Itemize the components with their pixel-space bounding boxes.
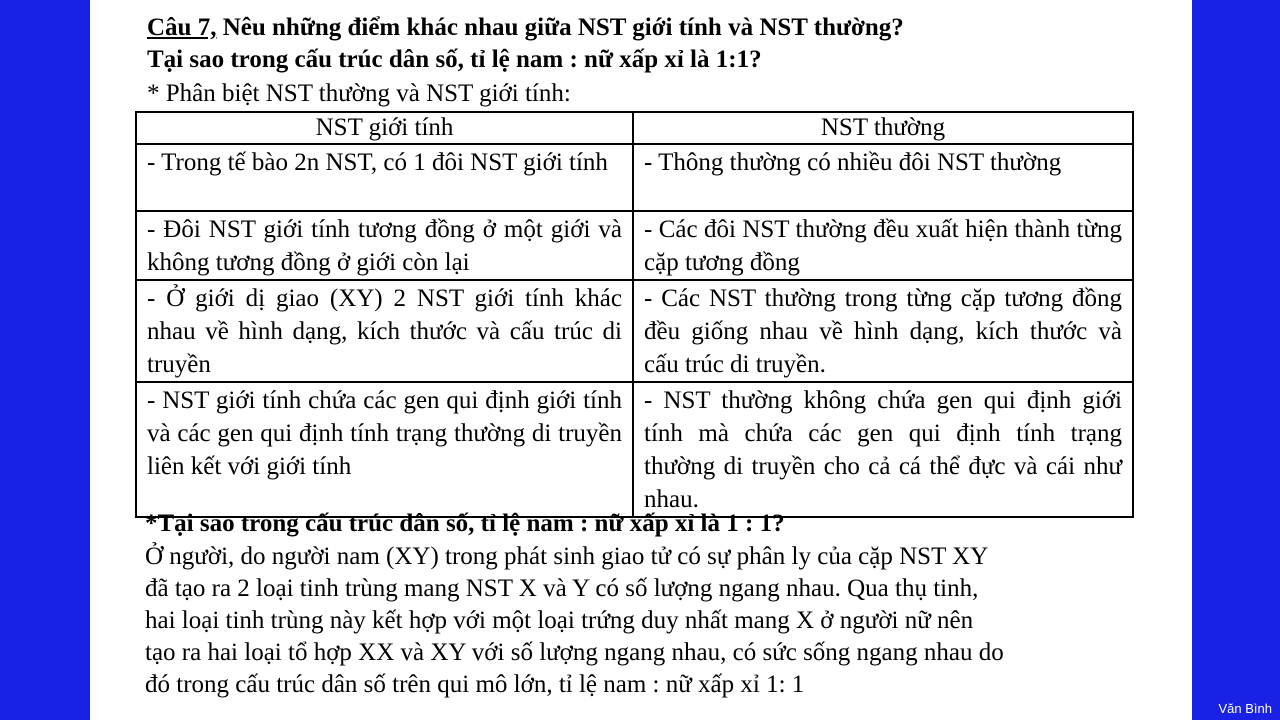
question-title-line-1 — [147, 13, 904, 43]
comparison-table — [135, 111, 1134, 518]
author-watermark: Văn Bình — [1218, 701, 1272, 716]
answer-line: đó trong cấu trúc dân số trên qui mô lớn, tỉ lệ nam : nữ xấp xỉ 1: 1 — [145, 671, 805, 698]
cell-sex-chromosome: - NST giới tính chứa các gen qui định giới tính và các gen qui định tính trạng thường di truyền liên kết với giới tính — [136, 382, 633, 517]
answer-line: đã tạo ra 2 loại tinh trùng mang NST X và Y có số lượng ngang nhau. Qua thụ tinh, — [145, 575, 979, 602]
answer-paragraph — [145, 541, 1145, 701]
answer-heading: *Tại sao trong cấu trúc dân số, tỉ lệ nam : nữ xấp xỉ là 1 : 1? — [145, 510, 785, 537]
header-autosome: NST thường — [633, 112, 1133, 144]
question-text: Nêu những điểm khác nhau giữa NST giới tính và NST thường? — [216, 14, 904, 41]
table-row — [136, 280, 1133, 382]
cell-autosome: - Các đôi NST thường đều xuất hiện thành từng cặp tương đồng — [633, 211, 1133, 280]
table-row — [136, 382, 1133, 517]
header-sex-chromosome: NST giới tính — [136, 112, 633, 144]
table-row — [136, 144, 1133, 211]
answer-line: Ở người, do người nam (XY) trong phát sinh giao tử có sự phân ly của cặp NST XY — [145, 543, 989, 570]
slide-page — [90, 0, 1192, 720]
table-row — [136, 211, 1133, 280]
question-title-line-2: Tại sao trong cấu trúc dân số, tỉ lệ nam : nữ xấp xỉ là 1:1? — [147, 46, 762, 73]
answer-line: hai loại tinh trùng này kết hợp với một loại trứng duy nhất mang X ở người nữ nên — [145, 607, 974, 634]
table-subheading: * Phân biệt NST thường và NST giới tính: — [147, 80, 571, 107]
cell-sex-chromosome: - Trong tế bào 2n NST, có 1 đôi NST giới tính — [136, 144, 633, 211]
cell-sex-chromosome: - Đôi NST giới tính tương đồng ở một giới và không tương đồng ở giới còn lại — [136, 211, 633, 280]
answer-line: tạo ra hai loại tổ hợp XX và XY với số lượng ngang nhau, có sức sống ngang nhau do — [145, 639, 1004, 666]
cell-sex-chromosome: - Ở giới dị giao (XY) 2 NST giới tính khác nhau về hình dạng, kích thước và cấu trúc di truyền — [136, 280, 633, 382]
cell-autosome: - Các NST thường trong từng cặp tương đồng đều giống nhau về hình dạng, kích thước và cấu trúc di truyền. — [633, 280, 1133, 382]
question-number: Câu 7, — [147, 14, 217, 41]
cell-autosome: - Thông thường có nhiều đôi NST thường — [633, 144, 1133, 211]
cell-autosome: - NST thường không chứa gen qui định giới tính mà chứa các gen qui định tính trạng thường di truyền cho cả cá thể đực và cái như nhau. — [633, 382, 1133, 517]
table-header-row — [136, 112, 1133, 144]
